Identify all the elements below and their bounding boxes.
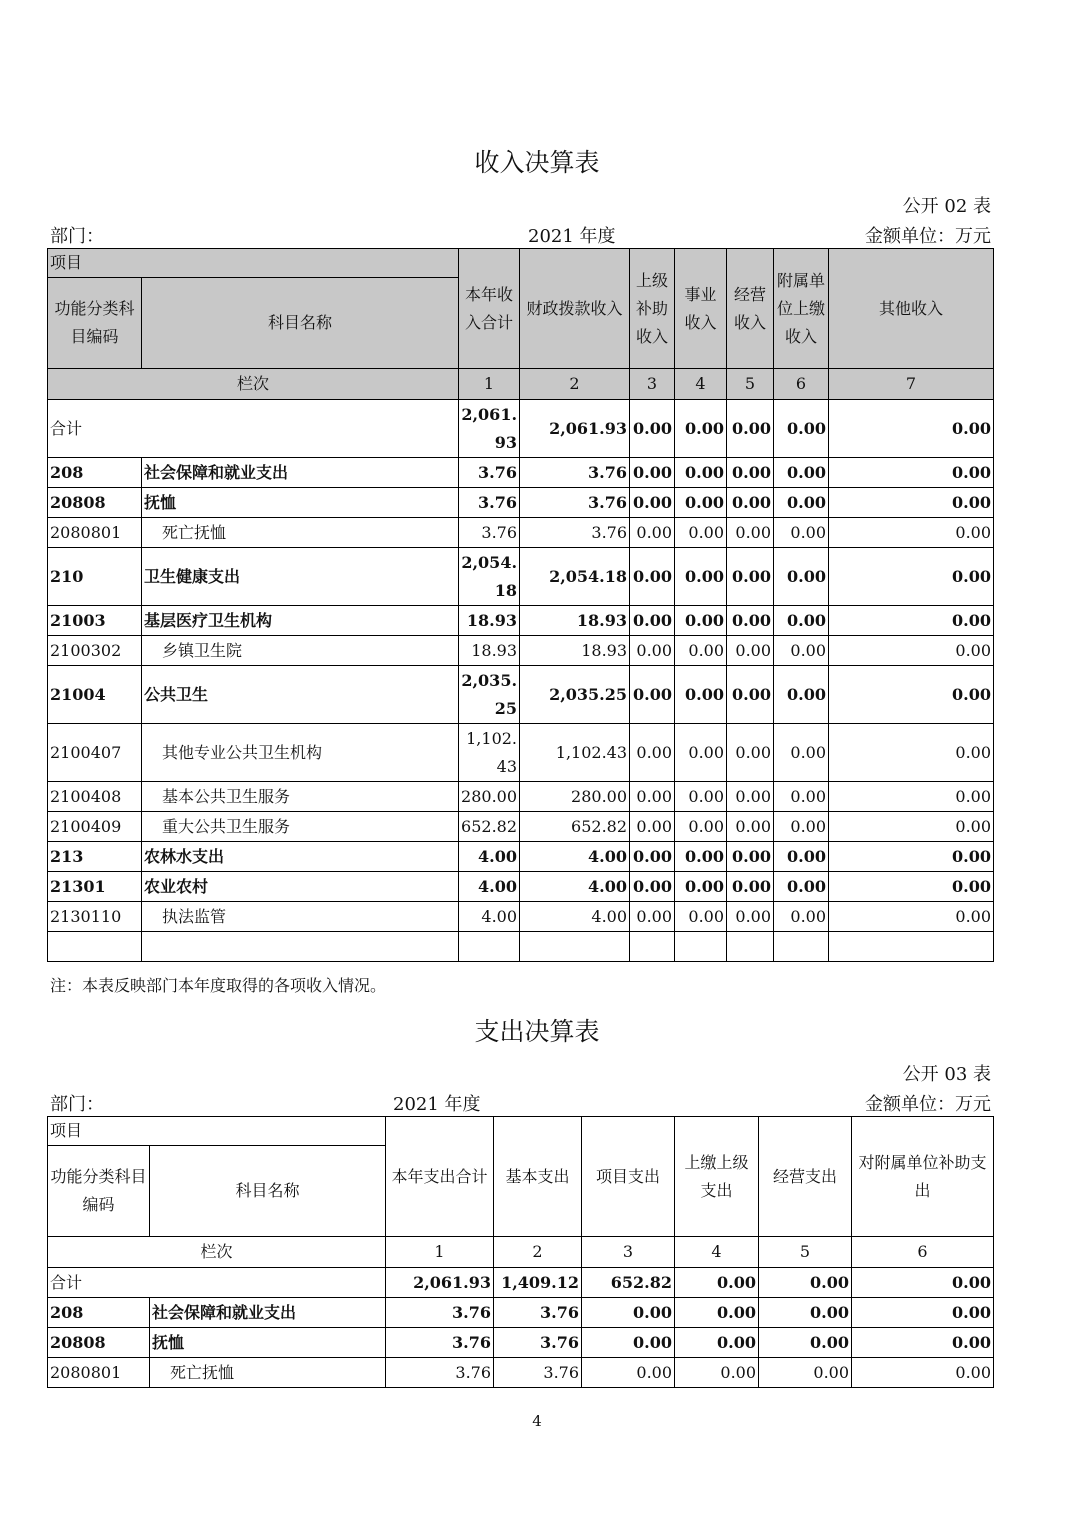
expense-hdr-col4: 上缴上级支出 [675,1117,759,1237]
income-hdr-col6: 附属单位上缴收入 [774,249,829,369]
row-value: 0.00 [727,812,774,842]
expense-hdr-col3: 项目支出 [582,1117,675,1237]
row-value: 0.00 [630,872,675,902]
row-value: 4.00 [520,872,630,902]
table-row [48,872,994,902]
row-value: 0.00 [774,400,829,458]
row-value: 0.00 [829,872,994,902]
row-code: 20808 [48,488,142,518]
table-row [48,1268,994,1298]
row-value: 652.82 [520,812,630,842]
table-row [48,458,994,488]
table-row [48,400,994,458]
income-table-no: 公开 02 表 [902,196,991,217]
row-value: 2,054.18 [520,548,630,606]
table-row [48,548,994,606]
table-row [48,724,994,782]
row-value: 0.00 [630,636,675,666]
income-colnum-1: 1 [459,369,520,400]
row-name: 抚恤 [150,1328,386,1358]
row-value: 0.00 [852,1298,994,1328]
expense-hdr-project: 项目 [48,1117,386,1146]
expense-colnum-3: 3 [582,1237,675,1268]
expense-colnum-1: 1 [386,1237,494,1268]
row-value: 652.82 [582,1268,675,1298]
row-value: 4.00 [459,842,520,872]
row-value: 4.00 [520,902,630,932]
row-value: 0.00 [774,842,829,872]
row-value: 0.00 [630,842,675,872]
row-value: 0.00 [727,902,774,932]
row-value: 1,102.43 [520,724,630,782]
table-row [48,606,994,636]
row-value: 0.00 [675,1328,759,1358]
row-value: 18.93 [459,606,520,636]
row-value: 0.00 [852,1268,994,1298]
row-code: 2100409 [48,812,142,842]
row-value: 0.00 [759,1298,852,1328]
income-hdr-name: 科目名称 [142,278,459,369]
row-name: 基层医疗卫生机构 [142,606,459,636]
row-value: 0.00 [727,518,774,548]
row-value: 0.00 [774,548,829,606]
row-value: 2,035.25 [520,666,630,724]
row-value: 0.00 [630,724,675,782]
table-row [48,842,994,872]
row-value: 0.00 [630,458,675,488]
row-value: 0.00 [774,518,829,548]
expense-colnum-6: 6 [852,1237,994,1268]
row-value: 4.00 [520,842,630,872]
row-value: 3.76 [386,1298,494,1328]
expense-hdr-name: 科目名称 [150,1146,386,1237]
row-value: 18.93 [520,636,630,666]
row-value: 0.00 [675,400,727,458]
row-value: 0.00 [675,666,727,724]
row-value: 2,061.93 [386,1268,494,1298]
row-value: 0.00 [675,518,727,548]
row-value: 0.00 [829,842,994,872]
row-value: 0.00 [852,1328,994,1358]
income-colnum-7: 7 [829,369,994,400]
income-hdr-col5: 经营收入 [727,249,774,369]
income-dept-label: 部门： [50,226,104,247]
row-value: 0.00 [774,606,829,636]
income-hdr-lanci: 栏次 [48,369,459,400]
row-value: 0.00 [829,400,994,458]
row-value: 0.00 [630,606,675,636]
income-colnum-6: 6 [774,369,829,400]
row-value: 0.00 [675,1358,759,1388]
row-code: 210 [48,548,142,606]
expense-dept-label: 部门： [50,1094,104,1115]
row-value: 3.76 [459,488,520,518]
row-value: 0.00 [829,812,994,842]
row-value: 0.00 [829,548,994,606]
row-value: 0.00 [582,1298,675,1328]
row-value: 0.00 [774,666,829,724]
page-number: 4 [532,1412,542,1430]
row-value: 0.00 [829,782,994,812]
row-value: 0.00 [630,902,675,932]
income-title: 收入决算表 [474,148,600,177]
row-value: 0.00 [675,636,727,666]
income-colnum-3: 3 [630,369,675,400]
row-value: 0.00 [829,724,994,782]
income-hdr-col2: 财政拨款收入 [520,249,630,369]
income-hdr-col3: 上级补助收入 [630,249,675,369]
row-value: 2,061.93 [459,400,520,458]
row-name: 其他专业公共卫生机构 [142,724,459,782]
row-code: 合计 [48,400,459,458]
row-value: 0.00 [727,606,774,636]
row-value: 0.00 [774,724,829,782]
row-code: 208 [48,1298,150,1328]
row-name: 公共卫生 [142,666,459,724]
row-value: 0.00 [630,400,675,458]
row-value: 3.76 [520,488,630,518]
table-row [48,1358,994,1388]
expense-hdr-col5: 经营支出 [759,1117,852,1237]
row-value: 3.76 [386,1358,494,1388]
expense-hdr-col2: 基本支出 [494,1117,582,1237]
row-value: 0.00 [675,902,727,932]
row-name: 农业农村 [142,872,459,902]
row-value: 0.00 [829,902,994,932]
row-name: 社会保障和就业支出 [142,458,459,488]
income-hdr-project: 项目 [48,249,459,278]
row-value: 0.00 [774,488,829,518]
row-value: 0.00 [675,724,727,782]
row-value: 3.76 [494,1328,582,1358]
row-value: 0.00 [727,458,774,488]
row-value: 0.00 [675,458,727,488]
row-code: 21301 [48,872,142,902]
expense-table-no: 公开 03 表 [902,1064,991,1085]
row-value: 18.93 [459,636,520,666]
row-name: 农林水支出 [142,842,459,872]
income-unit: 金额单位：万元 [865,226,991,247]
row-code: 2100408 [48,782,142,812]
row-value: 0.00 [829,666,994,724]
row-value: 4.00 [459,872,520,902]
row-value: 2,061.93 [520,400,630,458]
income-hdr-code: 功能分类科目编码 [48,278,142,369]
row-value: 3.76 [494,1298,582,1328]
row-value: 0.00 [727,782,774,812]
expense-unit: 金额单位：万元 [865,1094,991,1115]
row-value: 0.00 [727,842,774,872]
row-value: 0.00 [675,812,727,842]
row-value: 0.00 [675,488,727,518]
row-value: 18.93 [520,606,630,636]
row-value: 0.00 [675,872,727,902]
row-value: 3.76 [520,458,630,488]
row-value: 0.00 [727,636,774,666]
expense-colnum-4: 4 [675,1237,759,1268]
row-value: 1,102.43 [459,724,520,782]
row-value: 0.00 [727,872,774,902]
row-value: 0.00 [829,458,994,488]
table-row [48,636,994,666]
row-value: 0.00 [759,1268,852,1298]
row-value: 0.00 [727,548,774,606]
row-value: 2,035.25 [459,666,520,724]
row-value: 0.00 [774,812,829,842]
table-row [48,902,994,932]
row-name: 卫生健康支出 [142,548,459,606]
row-value: 0.00 [630,666,675,724]
row-value: 280.00 [459,782,520,812]
row-value: 0.00 [829,518,994,548]
table-row [48,666,994,724]
row-value: 3.76 [386,1328,494,1358]
row-value: 0.00 [759,1358,852,1388]
row-value: 0.00 [675,782,727,812]
income-year: 2021 年度 [528,226,616,247]
row-code: 2080801 [48,518,142,548]
row-value: 0.00 [829,488,994,518]
row-name: 社会保障和就业支出 [150,1298,386,1328]
row-value: 0.00 [675,842,727,872]
row-value: 0.00 [774,458,829,488]
row-name: 死亡抚恤 [150,1358,386,1388]
income-colnum-4: 4 [675,369,727,400]
row-value: 1,409.12 [494,1268,582,1298]
income-hdr-col7: 其他收入 [829,249,994,369]
row-code: 2100302 [48,636,142,666]
row-value: 0.00 [727,666,774,724]
income-hdr-col4: 事业收入 [675,249,727,369]
row-name: 重大公共卫生服务 [142,812,459,842]
row-value: 0.00 [727,400,774,458]
row-name: 抚恤 [142,488,459,518]
income-colnum-5: 5 [727,369,774,400]
table-row [48,488,994,518]
row-value: 0.00 [675,1268,759,1298]
row-code: 2080801 [48,1358,150,1388]
row-value: 3.76 [494,1358,582,1388]
row-value: 0.00 [630,812,675,842]
expense-hdr-lanci: 栏次 [48,1237,386,1268]
row-value: 0.00 [829,606,994,636]
income-note: 注：本表反映部门本年度取得的各项收入情况。 [50,976,387,995]
row-code: 21003 [48,606,142,636]
row-code: 20808 [48,1328,150,1358]
expense-colnum-2: 2 [494,1237,582,1268]
income-colnum-2: 2 [520,369,630,400]
expense-colnum-5: 5 [759,1237,852,1268]
expense-hdr-col6: 对附属单位补助支出 [852,1117,994,1237]
row-value: 0.00 [582,1358,675,1388]
income-hdr-col1: 本年收入合计 [459,249,520,369]
row-code: 合计 [48,1268,386,1298]
row-value: 2,054.18 [459,548,520,606]
row-value: 3.76 [459,458,520,488]
row-value: 0.00 [774,636,829,666]
row-value: 3.76 [520,518,630,548]
expense-year: 2021 年度 [393,1094,481,1115]
row-value: 0.00 [774,782,829,812]
row-code: 21004 [48,666,142,724]
table-row-empty [48,932,994,962]
row-value: 3.76 [459,518,520,548]
expense-hdr-code: 功能分类科目编码 [48,1146,150,1237]
table-row [48,518,994,548]
table-row [48,782,994,812]
row-value: 0.00 [630,488,675,518]
row-value: 0.00 [630,548,675,606]
expense-title: 支出决算表 [474,1017,600,1046]
row-value: 0.00 [582,1328,675,1358]
income-table [47,248,994,962]
row-value: 0.00 [675,1298,759,1328]
table-row [48,1298,994,1328]
row-code: 2130110 [48,902,142,932]
table-row [48,812,994,842]
row-value: 0.00 [727,488,774,518]
row-value: 0.00 [630,782,675,812]
row-value: 4.00 [459,902,520,932]
row-value: 0.00 [675,548,727,606]
row-value: 652.82 [459,812,520,842]
row-code: 208 [48,458,142,488]
row-value: 0.00 [829,636,994,666]
row-value: 0.00 [727,724,774,782]
row-name: 乡镇卫生院 [142,636,459,666]
expense-table [47,1116,994,1388]
row-value: 0.00 [774,902,829,932]
row-value: 0.00 [675,606,727,636]
row-name: 执法监管 [142,902,459,932]
row-value: 0.00 [774,872,829,902]
row-value: 0.00 [759,1328,852,1358]
row-name: 死亡抚恤 [142,518,459,548]
row-value: 0.00 [630,518,675,548]
row-name: 基本公共卫生服务 [142,782,459,812]
row-code: 213 [48,842,142,872]
row-code: 2100407 [48,724,142,782]
row-value: 280.00 [520,782,630,812]
table-row [48,1328,994,1358]
row-value: 0.00 [852,1358,994,1388]
expense-hdr-col1: 本年支出合计 [386,1117,494,1237]
